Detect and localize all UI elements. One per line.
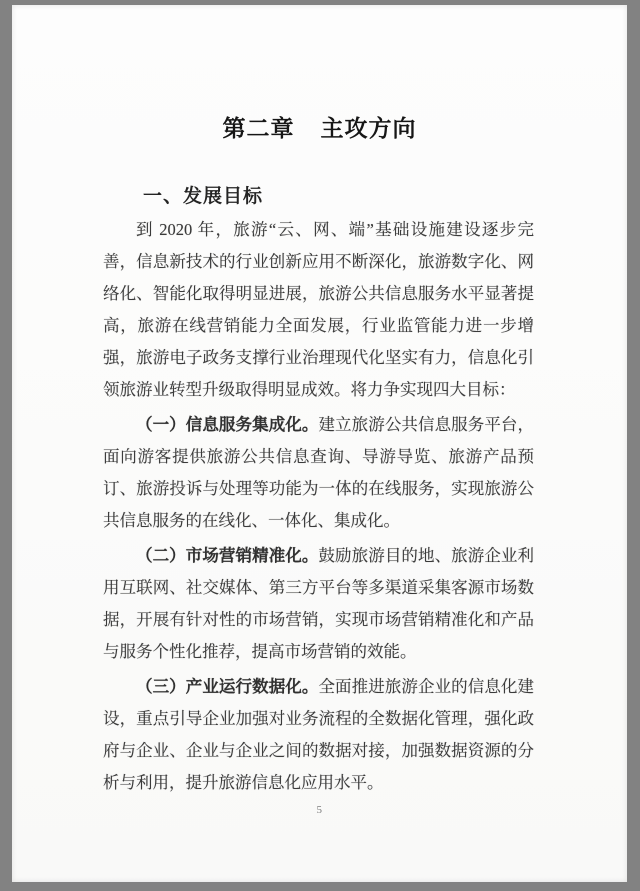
chapter-name: 主攻方向 xyxy=(320,115,417,141)
chapter-label: 第二章 xyxy=(222,115,295,141)
section-heading: 一、发展目标 xyxy=(143,186,264,207)
document-page xyxy=(12,5,627,882)
goal-2-body: 鼓励旅游目的地、旅游企业利用互联网、社交媒体、第三方平台等多渠道采集客源市场数据，开展有针对性的市场营销，实现市场营销精准化和产品与服务个性化推荐，提高市场营销的效能。 xyxy=(103,546,535,661)
goal-3-lead: （三）产业运行数据化。 xyxy=(136,677,319,696)
goal-1-lead: （一）信息服务集成化。 xyxy=(136,415,319,434)
goal-2-lead: （二）市场营销精准化。 xyxy=(136,546,319,565)
paragraph-intro: 到 2020 年，旅游“云、网、端”基础设施建设逐步完善，信息新技术的行业创新应用不断深化，旅游数字化、网络化、智能化取得明显进展，旅游公共信息服务水平显著提高，旅游在线营销能力全面发展，行业监管能力进一步增强，旅游电子政务支撑行业治理现代化坚实有力，信息化引领旅游业转型升级取得明显成效。将力争实现四大目标： xyxy=(103,220,534,399)
goal-3-body: 全面推进旅游企业的信息化建设，重点引导企业加强对业务流程的全数据化管理，强化政府与企业、企业与企业之间的数据对接，加强数据资源的分析与利用，提升旅游信息化应用水平。 xyxy=(103,677,535,792)
paragraph-goal-1 xyxy=(103,409,534,537)
chapter-title xyxy=(12,113,627,143)
paragraph-goal-2 xyxy=(103,540,534,668)
paragraph-goal-3 xyxy=(103,671,534,799)
page-number: 5 xyxy=(316,804,323,816)
body-text xyxy=(103,214,534,799)
goal-1-body: 建立旅游公共信息服务平台，面向游客提供旅游公共信息查询、导游导览、旅游产品预订、旅游投诉与处理等功能为一体的在线服务，实现旅游公共信息服务的在线化、一体化、集成化。 xyxy=(103,415,535,530)
